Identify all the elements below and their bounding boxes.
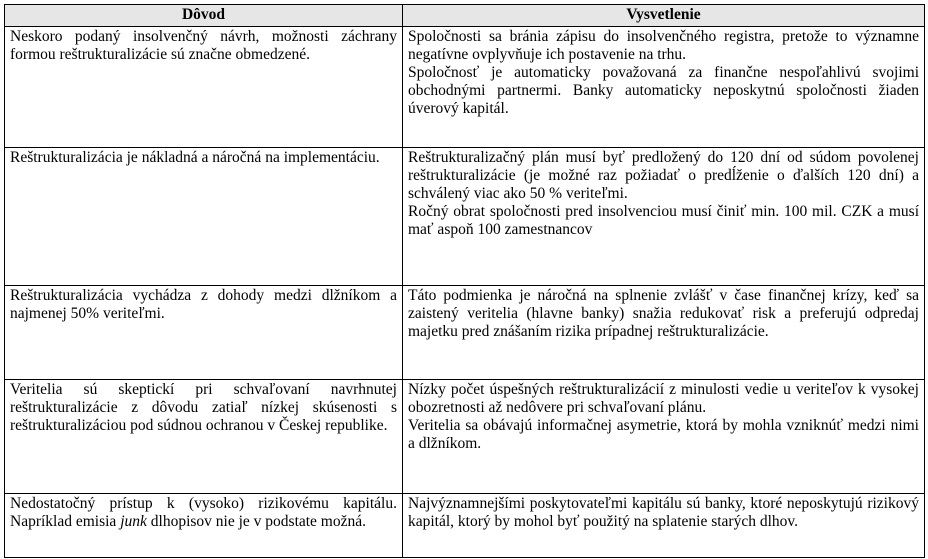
header-explanation: Vysvetlenie — [403, 5, 925, 27]
table-row — [5, 148, 925, 286]
table-row — [5, 494, 925, 558]
explanation-paragraph: Veritelia sa obávajú informačnej asymetrie, ktorá by mohla vzniknúť medzi nimi a dlžníkom. — [408, 417, 919, 452]
reason-cell: Veritelia sú skeptickí pri schvaľovaní navrhnutej reštrukturalizácie z dôvodu zatiaľ nízkej skúsenosti s reštrukturalizáciou pod súdnou ochranou v Českej republike. — [5, 380, 403, 494]
reason-cell: Neskoro podaný insolvenčný návrh, možnosti záchrany formou reštrukturalizácie sú značne obmedzené. — [5, 27, 403, 148]
explanation-paragraph: Spoločnosť je automaticky považovaná za finančne nespoľahlivú svojimi obchodnými partnermi. Banky automaticky neposkytnú spoločnosti žiaden úverový kapitál. — [408, 64, 919, 117]
explanation-paragraph: Spoločnosti sa bránia zápisu do insolvenčného registra, pretože to významne negatívne ovplyvňuje ich postavenie na trhu. — [408, 28, 919, 63]
reason-text-start: Nedostatočný prístup k (vysoko) rizikovému kapitálu. Napríklad emisia — [10, 495, 397, 530]
explanation-paragraph: Reštrukturalizačný plán musí byť predložený do 120 dní od súdom povolenej reštrukturalizácie (je možné raz požiadať o predĺženie o ďalších 120 dní) a schválený viac ako 50 % veriteľmi. — [408, 149, 919, 202]
reason-text-end: dlhopisov nie je v podstate možná. — [146, 513, 367, 530]
reasons-table — [4, 4, 925, 558]
explanation-paragraph: Táto podmienka je náročná na splnenie zvlášť v čase finančnej krízy, keď sa zaistený veritelia (hlavne banky) snažia redukovať risk a preferujú odpredaj majetku pred znášaním rizika prípadnej reštrukturalizácie. — [408, 287, 919, 340]
explanation-cell — [403, 494, 925, 558]
explanation-cell — [403, 286, 925, 380]
header-reason: Dôvod — [5, 5, 403, 27]
explanation-paragraph: Nízky počet úspešných reštrukturalizácií z minulosti vedie u veriteľov k vysokej obozretnosti až nedôvere pri schvaľovaní plánu. — [408, 381, 919, 416]
table-row — [5, 286, 925, 380]
table-header-row — [5, 5, 925, 27]
reason-cell: Reštrukturalizácia vychádza z dohody medzi dlžníkom a najmenej 50% veriteľmi. — [5, 286, 403, 380]
table-row — [5, 27, 925, 148]
table-row — [5, 380, 925, 494]
explanation-cell — [403, 27, 925, 148]
reason-cell: Reštrukturalizácia je nákladná a náročná na implementáciu. — [5, 148, 403, 286]
reason-text-emphasis: junk — [120, 513, 147, 530]
explanation-cell — [403, 380, 925, 494]
explanation-cell — [403, 148, 925, 286]
reason-cell — [5, 494, 403, 558]
explanation-paragraph: Ročný obrat spoločnosti pred insolvenciou musí činiť min. 100 mil. CZK a musí mať aspoň 100 zamestnancov — [408, 203, 919, 238]
explanation-paragraph: Najvýznamnejšími poskytovateľmi kapitálu sú banky, ktoré neposkytujú rizikový kapitál, ktorý by mohol byť použitý na splatenie starých dlhov. — [408, 495, 919, 530]
